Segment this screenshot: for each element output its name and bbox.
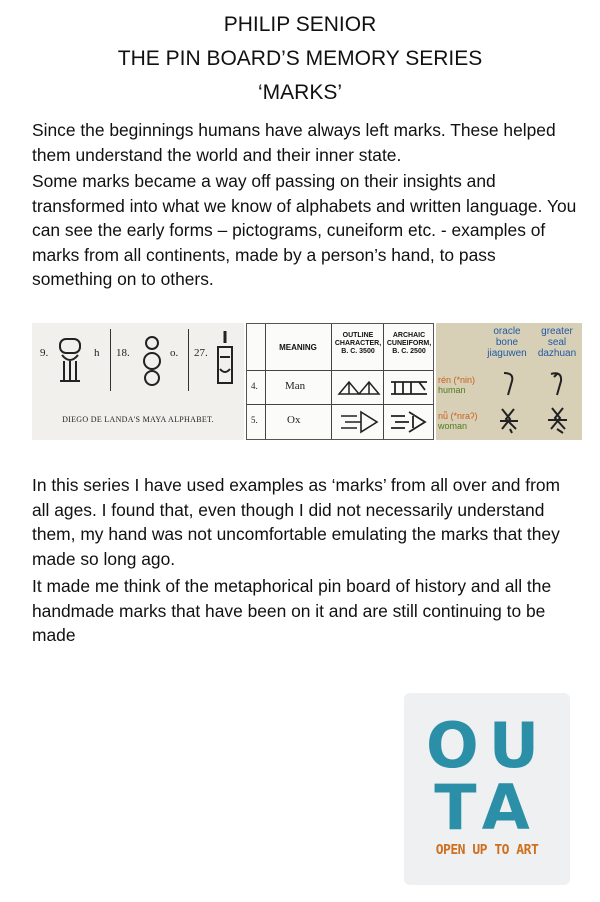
oracle-bone-human-glyph-icon bbox=[498, 369, 520, 397]
divider bbox=[188, 329, 189, 391]
series-title: THE PIN BOARD’S MEMORY SERIES bbox=[117, 47, 483, 70]
outa-logo bbox=[404, 693, 570, 885]
series-paragraph: In this series I have used examples as ‘marks’ from all over and from all ages. I found that, even though I did not necessarily understand them, my hand was not uncomfortable emulating the marks that they made so long ago. bbox=[32, 475, 561, 569]
chinese-scripts-panel bbox=[436, 323, 582, 440]
divider bbox=[383, 324, 384, 440]
pinyin-label: rén (*nin) bbox=[438, 375, 476, 385]
column-header: oracle bone jiaguwen bbox=[487, 326, 527, 359]
logo-tagline: OPEN UP TO ART bbox=[435, 843, 539, 858]
closing-paragraph: It made me think of the metaphorical pin board of history and all the handmade marks that have been on it and are still continuing to be made bbox=[32, 576, 552, 645]
divider bbox=[265, 324, 266, 440]
row-meaning: Man bbox=[285, 380, 306, 392]
marks-illustration-strip bbox=[32, 323, 582, 440]
oracle-bone-woman-glyph-icon bbox=[496, 405, 522, 435]
english-label: human bbox=[438, 385, 466, 395]
maya-alphabet-panel bbox=[32, 323, 244, 440]
table-header: OUTLINE CHARACTER, B. C. 3500 bbox=[334, 332, 382, 355]
man-outline-glyph-icon bbox=[337, 376, 381, 398]
intro-paragraph: Since the beginnings humans have always left marks. These helped them understand the world and their inner state. bbox=[32, 120, 556, 165]
maya-glyph-icon bbox=[56, 335, 84, 385]
maya-caption: DIEGO DE LANDA'S MAYA ALPHABET. bbox=[62, 415, 214, 424]
maya-number: 18. bbox=[116, 347, 130, 359]
table-header: ARCHAIC CUNEIFORM, B. C. 2500 bbox=[386, 332, 432, 355]
seal-human-glyph-icon bbox=[546, 369, 568, 397]
man-cuneiform-glyph-icon bbox=[389, 376, 429, 398]
artist-name: PHILIP SENIOR bbox=[223, 13, 377, 36]
ox-cuneiform-glyph-icon bbox=[389, 410, 429, 434]
column-header: greater seal dazhuan bbox=[537, 326, 577, 359]
maya-glyph-icon bbox=[140, 333, 164, 387]
ox-outline-glyph-icon bbox=[339, 410, 379, 434]
maya-letter: o. bbox=[170, 347, 179, 359]
row-number: 5. bbox=[251, 415, 258, 425]
maya-number: 9. bbox=[40, 347, 49, 359]
pinyin-label: nǚ (*nraʔ) bbox=[438, 411, 478, 421]
row-number: 4. bbox=[251, 381, 258, 391]
divider bbox=[110, 329, 111, 391]
work-title: ‘MARKS’ bbox=[257, 81, 342, 104]
maya-number: 27. bbox=[194, 347, 208, 359]
logo-text-bottom: TA bbox=[434, 771, 540, 844]
row-meaning: Ox bbox=[287, 414, 301, 426]
divider bbox=[247, 404, 434, 405]
divider bbox=[331, 324, 332, 440]
divider bbox=[247, 370, 434, 371]
english-label: woman bbox=[438, 421, 468, 431]
logo-text-top: OU bbox=[426, 709, 550, 782]
table-header: MEANING bbox=[279, 343, 317, 352]
history-paragraph: Some marks became a way off passing on their insights and transformed into what we know of alphabets and written language. You can see the early forms – pictograms, cuneiform etc. - examples of marks from all continents, made by a person’s hand, to pass something on to others. bbox=[32, 171, 577, 289]
seal-woman-glyph-icon bbox=[544, 405, 570, 435]
maya-glyph-icon bbox=[214, 329, 236, 387]
cuneiform-table-panel bbox=[246, 323, 434, 440]
maya-letter: h bbox=[94, 347, 100, 359]
